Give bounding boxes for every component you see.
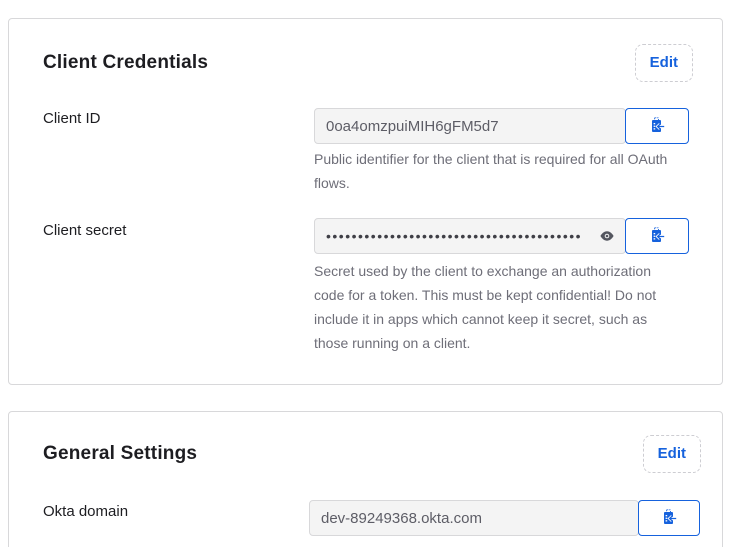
client-secret-label: Client secret	[43, 222, 127, 239]
client-secret-help-text: Secret used by the client to exchange an authorization code for a token. This must be kept confidential! Do not include it in apps which cannot keep it secret, such as those running on a client.	[314, 263, 657, 351]
client-secret-masked-value: ••••••••••••••••••••••••••••••••••••••••	[326, 228, 583, 244]
okta-domain-value-field[interactable]	[309, 500, 639, 536]
okta-domain-copy-button[interactable]	[638, 500, 700, 536]
client-secret-value-field[interactable]	[314, 218, 626, 254]
client-id-field-group	[314, 108, 689, 144]
client-id-value-field[interactable]	[314, 108, 626, 144]
client-credentials-title: Client Credentials	[43, 52, 209, 73]
client-credentials-edit-button[interactable]: Edit	[635, 44, 693, 82]
okta-domain-value: dev-89249368.okta.com	[321, 509, 482, 527]
clipboard-copy-icon	[650, 117, 665, 136]
general-settings-edit-button[interactable]: Edit	[643, 435, 701, 473]
okta-domain-field-group	[309, 500, 700, 536]
clipboard-copy-icon	[650, 227, 665, 246]
client-id-help-text: Public identifier for the client that is required for all OAuth flows.	[314, 151, 668, 191]
client-secret-copy-button[interactable]	[625, 218, 689, 254]
general-settings-title: General Settings	[43, 443, 198, 464]
general-settings-card	[8, 411, 723, 547]
client-credentials-card	[8, 18, 723, 385]
client-id-value: 0oa4omzpuiMIH6gFM5d7	[326, 117, 499, 135]
client-secret-field-group	[314, 218, 689, 254]
client-id-label: Client ID	[43, 110, 101, 127]
clipboard-copy-icon	[662, 509, 677, 528]
eye-icon[interactable]	[598, 227, 616, 245]
okta-domain-label: Okta domain	[43, 503, 129, 520]
client-id-copy-button[interactable]	[625, 108, 689, 144]
